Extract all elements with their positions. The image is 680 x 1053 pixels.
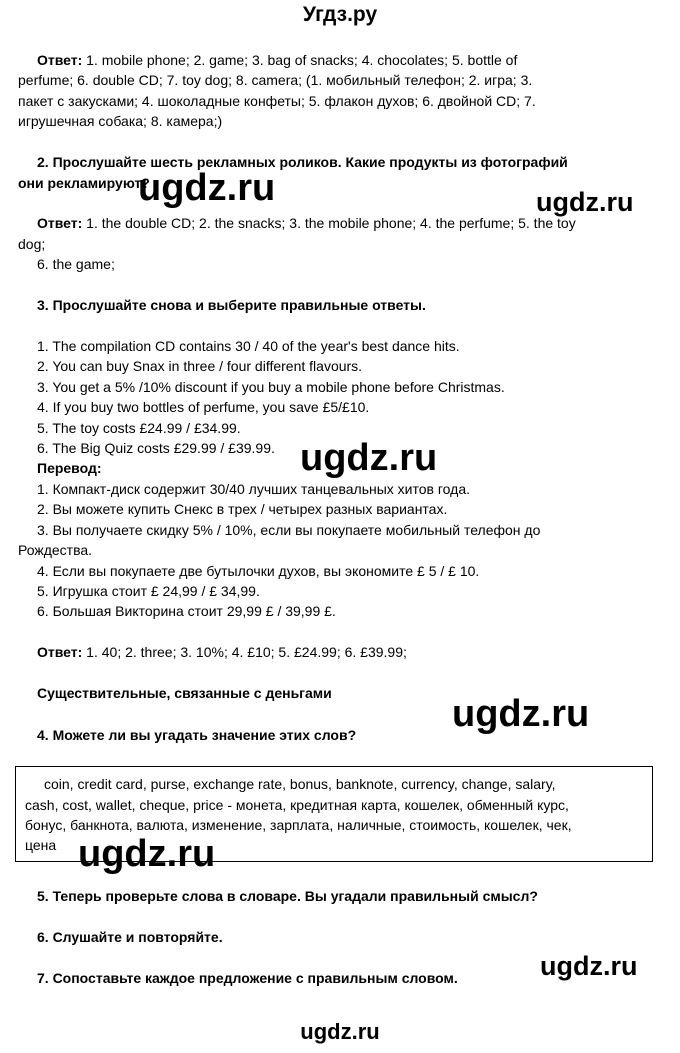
site-title: Угдз.ру: [302, 3, 378, 26]
answer1-line4: игрушечная собака; 8. камера;): [18, 113, 223, 129]
answer1-line1: Ответ: 1. mobile phone; 2. game; 3. bag of snacks; 4. chocolates; 5. bottle of: [37, 52, 518, 68]
vocab-line-1: coin, credit card, purse, exchange rate, bonus, banknote, currency, change, salary,: [44, 776, 556, 792]
vocab-line-2: cash, cost, wallet, cheque, price - монета, кредитная карта, кошелек, обменный курс,: [25, 797, 569, 813]
task3-item-4: 4. If you buy two bottles of perfume, you save £5/£10.: [37, 399, 370, 415]
task3-answer: Ответ: 1. 40; 2. three; 3. 10%; 4. £10; 5. £24.99; 6. £39.99;: [37, 644, 407, 660]
footer-watermark: ugdz.ru: [300, 1019, 380, 1044]
task3-item-3: 3. You get a 5% /10% discount if you buy a mobile phone before Christmas.: [37, 379, 505, 395]
task3-item-1: 1. The compilation CD contains 30 / 40 of the year's best dance hits.: [37, 338, 460, 354]
task3-item-2: 2. You can buy Snax in three / four different flavours.: [37, 358, 363, 374]
watermark-2: ugdz.ru: [536, 187, 634, 217]
translation-label: Перевод:: [37, 460, 102, 476]
vocab-line-4: цена: [25, 837, 57, 853]
task3-item-5: 5. The toy costs £24.99 / £34.99.: [37, 420, 241, 436]
translation-line-6: 5. Игрушка стоит £ 24,99 / £ 34,99.: [37, 583, 260, 599]
translation-line-7: 6. Большая Викторина стоит 29,99 £ / 39,99 £.: [37, 603, 336, 619]
task3-item-6: 6. The Big Quiz costs £29.99 / £39.99.: [37, 440, 275, 456]
task2-answer-line2: dog;: [18, 236, 46, 252]
watermark-1: ugdz.ru: [138, 167, 276, 209]
translation-line-3: 3. Вы получаете скидку 5% / 10%, если вы покупаете мобильный телефон до: [37, 522, 541, 538]
answer-label: Ответ:: [37, 52, 83, 68]
task6-question: 6. Слушайте и повторяйте.: [37, 929, 223, 945]
answer-label: Ответ:: [37, 215, 83, 231]
translation-line-4: Рождества.: [18, 542, 93, 558]
translation-line-5: 4. Если вы покупаете две бутылочки духов, вы экономите £ 5 / £ 10.: [37, 563, 480, 579]
vocab-line-3: бонус, банкнота, валюта, изменение, зарплата, наличные, стоимость, кошелек, чек,: [25, 817, 572, 833]
watermark-4: ugdz.ru: [452, 693, 590, 735]
answer1-line2: perfume; 6. double CD; 7. toy dog; 8. camera; (1. мобильный телефон; 2. игра; 3.: [18, 72, 533, 88]
task2-question-line2: они рекламируют?: [18, 175, 150, 191]
nouns-heading: Существительные, связанные с деньгами: [37, 685, 332, 701]
task4-question: 4. Можете ли вы угадать значение этих слов?: [37, 727, 357, 743]
translation-line-2: 2. Вы можете купить Снекс в трех / четырех разных вариантах.: [37, 501, 448, 517]
watermark-3: ugdz.ru: [300, 437, 438, 479]
watermark-6: ugdz.ru: [540, 951, 638, 981]
watermark-5: ugdz.ru: [78, 833, 216, 875]
task7-question: 7. Сопоставьте каждое предложение с правильным словом.: [37, 970, 458, 986]
task5-question: 5. Теперь проверьте слова в словаре. Вы угадали правильный смысл?: [37, 888, 538, 904]
answer1-line3: пакет с закусками; 4. шоколадные конфеты; 5. флакон духов; 6. двойной CD; 7.: [18, 93, 536, 109]
task2-answer-line3: 6. the game;: [37, 256, 115, 272]
task3-question: 3. Прослушайте снова и выберите правильные ответы.: [37, 297, 426, 313]
task2-question-line1: 2. Прослушайте шесть рекламных роликов. Какие продукты из фотографий: [37, 154, 568, 170]
translation-line-1: 1. Компакт-диск содержит 30/40 лучших танцевальных хитов года.: [37, 481, 470, 497]
answer-label: Ответ:: [37, 644, 83, 660]
task2-answer-line1: Ответ: 1. the double CD; 2. the snacks; 3. the mobile phone; 4. the perfume; 5. the toy: [37, 215, 576, 231]
